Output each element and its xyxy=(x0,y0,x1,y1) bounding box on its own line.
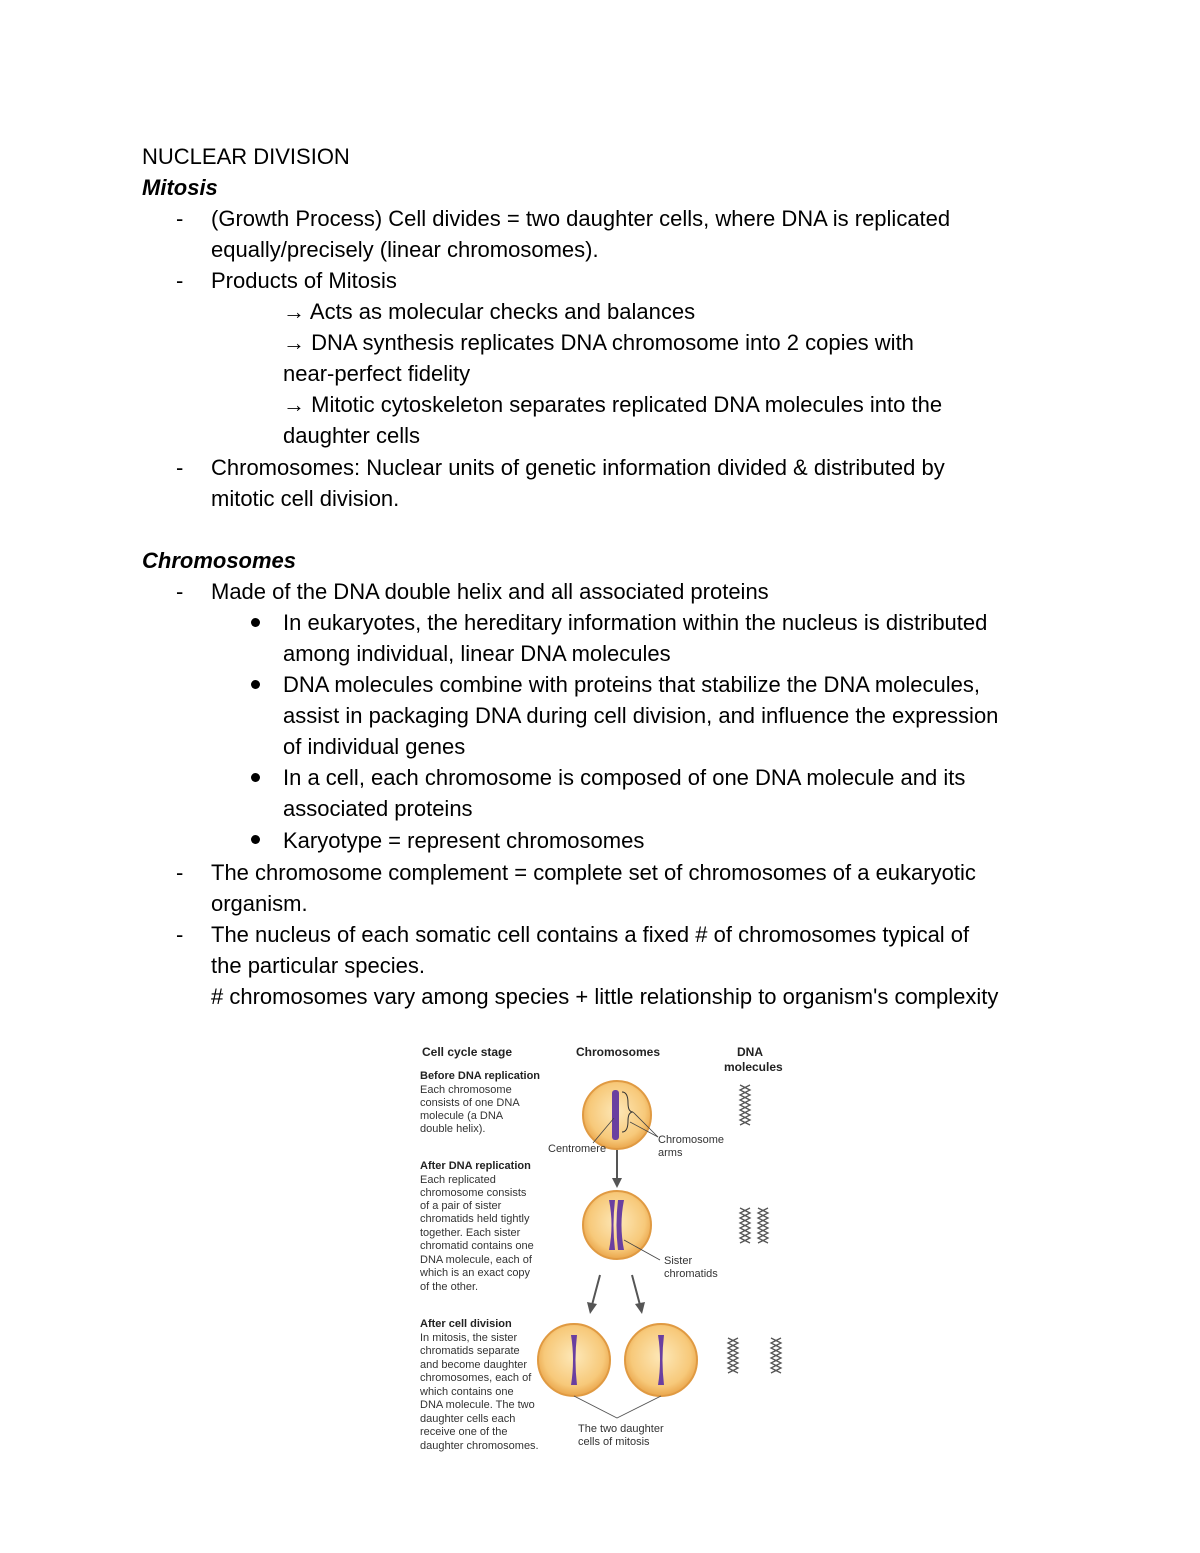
stage3-title: After cell division xyxy=(420,1318,512,1330)
dash-marker: - xyxy=(176,860,184,885)
stage2-text: together. Each sister xyxy=(420,1227,521,1239)
stage3-text: In mitosis, the sister xyxy=(420,1332,518,1344)
dash-marker: - xyxy=(176,206,184,231)
label-daughter-cells: The two daughter xyxy=(578,1423,664,1435)
label-centromere: Centromere xyxy=(548,1143,607,1155)
list-item: Products of Mitosis xyxy=(211,268,397,293)
list-item-cont: the particular species. xyxy=(211,953,425,978)
label-sister-chromatids: Sister xyxy=(664,1255,693,1267)
dash-marker: - xyxy=(176,268,184,293)
dna-molecule-icon xyxy=(771,1338,781,1373)
stage1-text: Each chromosome xyxy=(420,1084,512,1096)
cell-cycle-figure xyxy=(410,1040,790,1460)
arrow-item: → Acts as molecular checks and balances xyxy=(283,299,696,324)
label-sister-chromatids-2: chromatids xyxy=(664,1268,718,1280)
stage1-title: Before DNA replication xyxy=(420,1070,541,1082)
label-chromosome-arms: Chromosome xyxy=(658,1134,725,1146)
dash-marker: - xyxy=(176,579,184,604)
chromosome xyxy=(612,1090,619,1140)
list-item: Chromosomes: Nuclear units of genetic information divided & distributed by xyxy=(211,455,945,480)
bullet-item-cont: associated proteins xyxy=(283,796,473,821)
stage1-text: molecule (a DNA xyxy=(420,1110,504,1122)
stage2-text: Each replicated xyxy=(420,1174,496,1186)
bullet-icon xyxy=(251,680,260,689)
stage3-text: chromosomes, each of xyxy=(420,1372,532,1384)
stage3-text: DNA molecule. The two xyxy=(420,1399,535,1411)
stage2-text: DNA molecule, each of xyxy=(420,1254,532,1266)
list-item: Made of the DNA double helix and all associated proteins xyxy=(211,579,769,604)
col-header-stage: Cell cycle stage xyxy=(422,1045,513,1059)
bullet-item: Karyotype = represent chromosomes xyxy=(283,828,645,853)
bullet-icon xyxy=(251,773,260,782)
bullet-icon xyxy=(251,835,260,844)
bullet-item: DNA molecules combine with proteins that stabilize the DNA molecules, xyxy=(283,672,980,697)
stage3-text: chromatids separate xyxy=(420,1345,520,1357)
list-item: (Growth Process) Cell divides = two daughter cells, where DNA is replicated xyxy=(211,206,951,231)
stage2-text: chromatid contains one xyxy=(420,1240,534,1252)
col-header-dna: DNA xyxy=(737,1045,763,1059)
stage2-text: chromatids held tightly xyxy=(420,1213,530,1225)
label-daughter-cells-2: cells of mitosis xyxy=(578,1436,650,1448)
stage3-text: and become daughter xyxy=(420,1359,528,1371)
mitosis-heading: Mitosis xyxy=(142,175,218,200)
stage3-text: daughter chromosomes. xyxy=(420,1440,539,1452)
label-chromosome-arms-2: arms xyxy=(658,1147,683,1159)
arrow-down-icon xyxy=(612,1178,622,1188)
stage1-text: double helix). xyxy=(420,1123,486,1135)
stage2-title: After DNA replication xyxy=(420,1160,531,1172)
list-item: The nucleus of each somatic cell contains a fixed # of chromosomes typical of xyxy=(211,922,970,947)
arrow-item-cont: daughter cells xyxy=(283,423,420,448)
stage2-text: of the other. xyxy=(420,1281,479,1293)
cell-diagram xyxy=(410,1040,790,1460)
stage2-text: chromosome consists xyxy=(420,1187,527,1199)
stage3-text: which contains one xyxy=(420,1386,514,1398)
bullet-item: In eukaryotes, the hereditary information within the nucleus is distributed xyxy=(283,610,988,635)
arrow-item: → Mitotic cytoskeleton separates replicated DNA molecules into the xyxy=(283,392,943,417)
list-item-cont: # chromosomes vary among species + little relationship to organism's complexity xyxy=(211,984,999,1009)
bullet-icon xyxy=(251,618,260,627)
arrow-item: → DNA synthesis replicates DNA chromosome into 2 copies with xyxy=(283,330,914,355)
bullet-item-cont: among individual, linear DNA molecules xyxy=(283,641,671,666)
arrow-item-cont: near-perfect fidelity xyxy=(283,361,471,386)
dash-marker: - xyxy=(176,455,184,480)
list-item-cont: mitotic cell division. xyxy=(211,486,400,511)
arrow-down-right-icon xyxy=(635,1302,645,1314)
stage2-text: which is an exact copy xyxy=(420,1267,531,1279)
page-title: NUCLEAR DIVISION xyxy=(142,144,350,169)
stage3-text: daughter cells each xyxy=(420,1413,516,1425)
stage1-text: consists of one DNA xyxy=(420,1097,520,1109)
bullet-item: In a cell, each chromosome is composed of one DNA molecule and its xyxy=(283,765,966,790)
dash-marker: - xyxy=(176,922,184,947)
chromosomes-heading: Chromosomes xyxy=(142,548,297,573)
arrow-down-left-icon xyxy=(587,1302,597,1314)
dna-molecule-icon xyxy=(740,1208,768,1243)
stage2-text: of a pair of sister xyxy=(420,1200,502,1212)
dna-molecule-icon xyxy=(728,1338,738,1373)
col-header-dna-2: molecules xyxy=(724,1060,783,1074)
bullet-item-cont: of individual genes xyxy=(283,734,466,759)
dna-molecule-icon xyxy=(740,1085,750,1125)
bullet-item-cont: assist in packaging DNA during cell division, and influence the expression xyxy=(283,703,999,728)
list-item: The chromosome complement = complete set of chromosomes of a eukaryotic xyxy=(211,860,976,885)
list-item-cont: organism. xyxy=(211,891,308,916)
list-item-cont: equally/precisely (linear chromosomes). xyxy=(211,237,599,262)
stage3-text: receive one of the xyxy=(420,1426,508,1438)
col-header-chromosomes: Chromosomes xyxy=(576,1045,661,1059)
